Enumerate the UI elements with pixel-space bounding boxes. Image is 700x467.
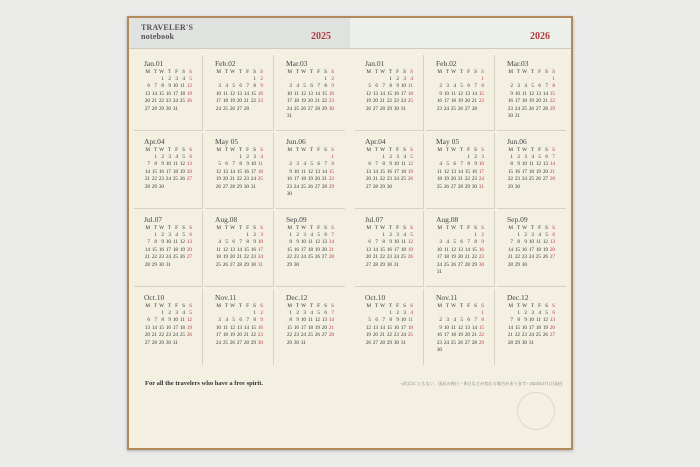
week-row: 31 bbox=[286, 113, 292, 119]
month-name: Mar.03 bbox=[507, 59, 529, 68]
week-row: 9 10 11 12 13 14 15 bbox=[439, 90, 484, 97]
week-row: 1 bbox=[331, 154, 334, 160]
week-row: 1 2 3 4 5 bbox=[161, 310, 192, 316]
week-row: 23 24 25 26 27 28 29 bbox=[286, 183, 334, 190]
month-may05 bbox=[205, 133, 274, 209]
month-name: Aug.08 bbox=[436, 215, 459, 224]
week-row: 5 6 7 8 9 10 11 bbox=[368, 83, 413, 90]
week-row: 4 5 6 7 8 9 10 bbox=[439, 161, 484, 168]
week-row: 23 24 25 26 27 28 29 bbox=[436, 339, 484, 346]
week-row: 1 2 3 4 bbox=[239, 154, 263, 160]
year-label-2025: 2025 bbox=[311, 31, 331, 42]
month-name: Apr.04 bbox=[144, 137, 165, 146]
month-name: Jan.01 bbox=[365, 59, 385, 68]
month-sep09 bbox=[497, 211, 566, 287]
weekday-header: M T W T F S S bbox=[287, 225, 334, 231]
week-row: 12 13 14 15 16 17 18 bbox=[215, 168, 263, 175]
week-row: 21 22 23 24 25 26 27 bbox=[507, 254, 555, 261]
week-row: 17 18 19 20 21 22 23 bbox=[286, 98, 334, 105]
week-row: 24 25 26 27 28 29 30 bbox=[286, 105, 334, 112]
week-row: 2 3 4 5 6 7 8 bbox=[289, 161, 334, 168]
weekday-header: M T W T F S S bbox=[145, 147, 192, 153]
week-row: 2 3 4 5 6 7 8 bbox=[439, 83, 484, 90]
week-row: 1 bbox=[481, 310, 484, 316]
month-name: Jul.07 bbox=[144, 215, 163, 224]
week-row: 29 30 bbox=[286, 261, 299, 268]
week-row: 28 29 30 31 bbox=[144, 261, 171, 268]
week-row: 23 24 25 26 27 28 bbox=[436, 105, 477, 112]
week-row: 24 25 26 27 28 bbox=[215, 105, 249, 112]
month-name: Jun.06 bbox=[286, 137, 306, 146]
week-row: 9 10 11 12 13 14 15 bbox=[289, 168, 334, 175]
week-row: 1 2 3 4 5 6 bbox=[517, 232, 555, 238]
week-row: 9 10 11 12 13 14 15 bbox=[510, 90, 555, 97]
month-aug08 bbox=[426, 211, 495, 287]
calendar-grid-2025 bbox=[134, 55, 347, 365]
week-row: 11 12 13 14 15 16 17 bbox=[437, 168, 484, 175]
week-row: 3 4 5 6 7 8 9 bbox=[218, 317, 263, 324]
week-row: 17 18 19 20 21 22 23 bbox=[215, 98, 263, 105]
month-apr04 bbox=[134, 133, 203, 209]
week-row: 1 2 3 4 5 6 bbox=[517, 310, 555, 316]
brand-logo bbox=[141, 23, 193, 41]
week-row: 24 25 26 27 28 29 30 bbox=[436, 261, 484, 268]
week-row: 27 28 29 30 31 bbox=[365, 261, 399, 268]
month-name: Jul.07 bbox=[365, 215, 384, 224]
header-2026 bbox=[350, 18, 571, 49]
week-row: 21 22 23 24 25 26 27 bbox=[507, 332, 555, 339]
month-oct10 bbox=[355, 289, 424, 365]
month-name: May 05 bbox=[436, 137, 460, 146]
week-row: 20 21 22 23 24 25 26 bbox=[365, 176, 413, 183]
week-row: 28 29 30 31 bbox=[507, 339, 534, 346]
weekday-header: M T W T F S S bbox=[437, 147, 484, 153]
month-name: May 05 bbox=[215, 137, 239, 146]
weekday-header: M T W T F S S bbox=[366, 303, 413, 309]
brand-line1: TRAVELER'S bbox=[141, 23, 194, 32]
week-row: 3 4 5 6 7 8 9 bbox=[289, 83, 334, 90]
week-row: 30 bbox=[436, 347, 442, 353]
header-2025 bbox=[129, 18, 350, 49]
week-row: 30 31 bbox=[507, 113, 520, 119]
week-row: 15 16 17 18 19 20 21 bbox=[286, 324, 334, 331]
week-row: 13 14 15 16 17 18 19 bbox=[144, 90, 192, 97]
weekday-header: M T W T F S S bbox=[437, 69, 484, 75]
week-row: 18 19 20 21 22 23 24 bbox=[436, 176, 484, 183]
week-row: 9 10 11 12 13 14 15 bbox=[439, 324, 484, 331]
month-dec12 bbox=[497, 289, 566, 365]
week-row: 6 7 8 9 10 11 12 bbox=[368, 161, 413, 168]
month-nov11 bbox=[426, 289, 495, 365]
month-apr04 bbox=[355, 133, 424, 209]
month-name: Jun.06 bbox=[507, 137, 527, 146]
weekday-header: M T W T F S S bbox=[216, 147, 263, 153]
week-row: 1 2 3 4 bbox=[389, 310, 413, 316]
month-name: Mar.03 bbox=[286, 59, 308, 68]
week-row: 12 13 14 15 16 17 18 bbox=[365, 90, 413, 97]
week-row: 15 16 17 18 19 20 21 bbox=[286, 246, 334, 253]
weekday-header: M T W T F S S bbox=[366, 147, 413, 153]
week-row: 13 14 15 16 17 18 19 bbox=[365, 168, 413, 175]
week-row: 31 bbox=[436, 269, 442, 275]
month-mar03 bbox=[276, 55, 345, 131]
week-row: 1 bbox=[552, 76, 555, 82]
week-row: 12 13 14 15 16 17 18 bbox=[365, 324, 413, 331]
week-row: 20 21 22 23 24 25 26 bbox=[144, 332, 192, 339]
week-row: 17 18 19 20 21 22 23 bbox=[215, 332, 263, 339]
week-row: 3 4 5 6 7 8 9 bbox=[218, 83, 263, 90]
week-row: 26 27 28 29 30 31 bbox=[215, 183, 256, 190]
week-row: 10 11 12 13 14 15 16 bbox=[215, 90, 263, 97]
week-row: 1 2 bbox=[324, 76, 334, 82]
week-row: 2 3 4 5 6 7 8 bbox=[439, 317, 484, 324]
calendar-grid-2026 bbox=[355, 55, 568, 365]
month-name: Feb.02 bbox=[215, 59, 236, 68]
month-name: Nov.11 bbox=[436, 293, 458, 302]
page-2026 bbox=[350, 18, 571, 448]
week-row: 19 20 21 22 23 24 25 bbox=[365, 332, 413, 339]
week-row: 1 2 3 4 5 6 7 bbox=[510, 154, 555, 160]
week-row: 30 bbox=[286, 191, 292, 197]
week-row: 23 24 25 26 27 28 29 bbox=[507, 105, 555, 112]
weekday-header: M T W T F S S bbox=[216, 303, 263, 309]
weekday-header: M T W T F S S bbox=[145, 225, 192, 231]
holiday-note: <改訂2にともない、国民の祝日・休日などが変わる場合があります> 2024年2月1日現在 bbox=[400, 381, 563, 386]
week-row: 19 20 21 22 23 24 25 bbox=[365, 98, 413, 105]
week-row: 1 2 bbox=[253, 310, 263, 316]
week-row: 21 22 23 24 25 26 27 bbox=[144, 254, 192, 261]
week-row: 8 9 10 11 12 13 14 bbox=[289, 239, 334, 246]
week-row: 1 2 3 4 5 bbox=[161, 76, 192, 82]
week-row: 20 21 22 23 24 25 26 bbox=[144, 98, 192, 105]
month-name: Oct.10 bbox=[365, 293, 386, 302]
weekday-header: M T W T F S S bbox=[437, 303, 484, 309]
week-row: 7 8 9 10 11 12 13 bbox=[510, 317, 555, 324]
month-name: Jan.01 bbox=[144, 59, 164, 68]
week-row: 8 9 10 11 12 13 14 bbox=[289, 317, 334, 324]
week-row: 6 7 8 9 10 11 12 bbox=[368, 239, 413, 246]
week-row: 3 4 5 6 7 8 9 bbox=[439, 239, 484, 246]
week-row: 5 6 7 8 9 10 11 bbox=[368, 317, 413, 324]
month-nov11 bbox=[205, 289, 274, 365]
week-row: 16 17 18 19 20 21 22 bbox=[436, 332, 484, 339]
week-row: 15 16 17 18 19 20 21 bbox=[507, 168, 555, 175]
week-row: 6 7 8 9 10 11 12 bbox=[147, 83, 192, 90]
weekday-header: M T W T F S S bbox=[287, 147, 334, 153]
week-row: 16 17 18 19 20 21 22 bbox=[436, 98, 484, 105]
year-label-2026: 2026 bbox=[530, 31, 550, 42]
notebook-spread bbox=[127, 16, 573, 450]
weekday-header: M T W T F S S bbox=[216, 69, 263, 75]
week-row: 1 2 bbox=[253, 76, 263, 82]
weekday-header: M T W T F S S bbox=[366, 225, 413, 231]
month-feb02 bbox=[426, 55, 495, 131]
week-row: 1 2 3 bbox=[467, 154, 484, 160]
month-name: Dec.12 bbox=[507, 293, 529, 302]
footer-text: For all the travelers who have a free spirit. bbox=[145, 380, 263, 387]
week-row: 27 28 29 30 31 bbox=[144, 339, 178, 346]
week-row: 16 17 18 19 20 21 22 bbox=[286, 176, 334, 183]
month-jan01 bbox=[355, 55, 424, 131]
week-row: 19 20 21 22 23 24 25 bbox=[215, 176, 263, 183]
month-jan01 bbox=[134, 55, 203, 131]
page-2025 bbox=[129, 18, 350, 448]
month-oct10 bbox=[134, 289, 203, 365]
week-row: 26 27 28 29 30 31 bbox=[365, 105, 406, 112]
week-row: 6 7 8 9 10 11 12 bbox=[147, 317, 192, 324]
month-name: Sep.09 bbox=[286, 215, 307, 224]
week-row: 10 11 12 13 14 15 16 bbox=[215, 324, 263, 331]
weekday-header: M T W T F S S bbox=[287, 69, 334, 75]
week-row: 1 2 3 4 5 6 bbox=[154, 154, 192, 160]
weekday-header: M T W T F S S bbox=[508, 147, 555, 153]
week-row: 22 23 24 25 26 27 28 bbox=[286, 332, 334, 339]
month-sep09 bbox=[276, 211, 345, 287]
week-row: 17 18 19 20 21 22 23 bbox=[436, 254, 484, 261]
week-row: 14 15 16 17 18 19 20 bbox=[507, 324, 555, 331]
week-row: 22 23 24 25 26 27 28 bbox=[286, 254, 334, 261]
week-row: 14 15 16 17 18 19 20 bbox=[507, 246, 555, 253]
weekday-header: M T W T F S S bbox=[216, 225, 263, 231]
month-jun06 bbox=[276, 133, 345, 209]
month-name: Apr.04 bbox=[365, 137, 386, 146]
week-row: 16 17 18 19 20 21 22 bbox=[507, 98, 555, 105]
week-row: 21 22 23 24 25 26 27 bbox=[144, 176, 192, 183]
month-jul07 bbox=[355, 211, 424, 287]
weekday-header: M T W T F S S bbox=[508, 303, 555, 309]
weekday-header: M T W T F S S bbox=[437, 225, 484, 231]
week-row: 13 14 15 16 17 18 19 bbox=[365, 246, 413, 253]
weekday-header: M T W T F S S bbox=[508, 69, 555, 75]
week-row: 27 28 29 30 bbox=[365, 183, 392, 190]
week-row: 1 2 3 4 5 6 7 bbox=[289, 310, 334, 316]
week-row: 18 19 20 21 22 23 24 bbox=[215, 254, 263, 261]
week-row: 29 30 31 bbox=[286, 339, 306, 346]
week-row: 1 2 3 4 bbox=[389, 76, 413, 82]
week-row: 22 23 24 25 26 27 28 bbox=[507, 176, 555, 183]
month-name: Sep.09 bbox=[507, 215, 528, 224]
week-row: 20 21 22 23 24 25 26 bbox=[365, 254, 413, 261]
month-name: Nov.11 bbox=[215, 293, 237, 302]
brand-line2: notebook bbox=[141, 32, 175, 41]
week-row: 1 2 3 4 5 6 bbox=[154, 232, 192, 238]
week-row: 10 11 12 13 14 15 16 bbox=[286, 90, 334, 97]
week-row: 25 26 27 28 29 30 31 bbox=[436, 183, 484, 190]
month-name: Aug.08 bbox=[215, 215, 238, 224]
weekday-header: M T W T F S S bbox=[145, 303, 192, 309]
week-row: 24 25 26 27 28 29 30 bbox=[215, 339, 263, 346]
week-row: 10 11 12 13 14 15 16 bbox=[436, 246, 484, 253]
week-row: 1 2 3 bbox=[246, 232, 263, 238]
weekday-header: M T W T F S S bbox=[287, 303, 334, 309]
weekday-header: M T W T F S S bbox=[145, 69, 192, 75]
week-row: 26 27 28 29 30 31 bbox=[365, 339, 406, 346]
week-row: 29 30 bbox=[507, 183, 520, 190]
month-jun06 bbox=[497, 133, 566, 209]
week-row: 13 14 15 16 17 18 19 bbox=[144, 324, 192, 331]
month-feb02 bbox=[205, 55, 274, 131]
week-row: 2 3 4 5 6 7 8 bbox=[510, 83, 555, 90]
weekday-header: M T W T F S S bbox=[508, 225, 555, 231]
month-may05 bbox=[426, 133, 495, 209]
month-aug08 bbox=[205, 211, 274, 287]
month-name: Oct.10 bbox=[144, 293, 165, 302]
month-name: Feb.02 bbox=[436, 59, 457, 68]
week-row: 7 8 9 10 11 12 13 bbox=[147, 239, 192, 246]
week-row: 5 6 7 8 9 10 11 bbox=[218, 161, 263, 168]
week-row: 1 2 3 4 5 bbox=[382, 232, 413, 238]
week-row: 8 9 10 11 12 13 14 bbox=[510, 161, 555, 168]
week-row: 1 2 3 4 5 bbox=[382, 154, 413, 160]
week-row: 7 8 9 10 11 12 13 bbox=[147, 161, 192, 168]
weekday-header: M T W T F S S bbox=[366, 69, 413, 75]
week-row: 1 2 3 4 5 6 7 bbox=[289, 232, 334, 238]
week-row: 4 5 6 7 8 9 10 bbox=[218, 239, 263, 246]
week-row: 14 15 16 17 18 19 20 bbox=[144, 168, 192, 175]
week-row: 27 28 29 30 31 bbox=[144, 105, 178, 112]
month-name: Dec.12 bbox=[286, 293, 308, 302]
week-row: 1 2 bbox=[474, 232, 484, 238]
month-mar03 bbox=[497, 55, 566, 131]
week-row: 28 29 30 bbox=[144, 183, 164, 190]
week-row: 7 8 9 10 11 12 13 bbox=[510, 239, 555, 246]
month-dec12 bbox=[276, 289, 345, 365]
week-row: 11 12 13 14 15 16 17 bbox=[216, 246, 263, 253]
week-row: 1 bbox=[481, 76, 484, 82]
week-row: 25 26 27 28 29 30 31 bbox=[215, 261, 263, 268]
week-row: 28 29 30 bbox=[507, 261, 527, 268]
stamp-emblem bbox=[517, 392, 555, 430]
week-row: 14 15 16 17 18 19 20 bbox=[144, 246, 192, 253]
month-jul07 bbox=[134, 211, 203, 287]
